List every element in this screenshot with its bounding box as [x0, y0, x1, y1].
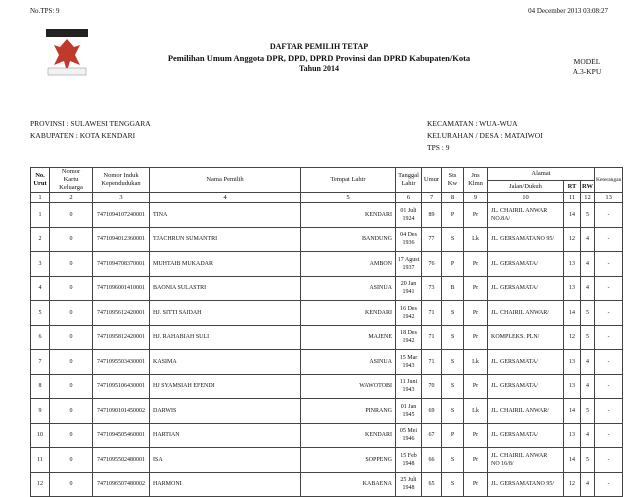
street-cell: JL. GERSAMATA/ [488, 350, 564, 375]
remarks-cell: - [595, 472, 623, 497]
column-number: 2 [50, 193, 93, 203]
remarks-cell: - [595, 325, 623, 350]
table-row [31, 276, 623, 301]
gender-cell: Pr [464, 423, 488, 448]
gender-cell: Pr [464, 325, 488, 350]
birthdate-cell: 25 Juli 1948 [396, 472, 422, 497]
birthplace-cell: ASINUA [301, 276, 396, 301]
voter-name-cell: DARWIS [150, 399, 301, 424]
birthplace-cell: BANDUNG [301, 227, 396, 252]
age-cell: 76 [422, 252, 442, 277]
marital-status-cell: S [442, 472, 464, 497]
document-year: Tahun 2014 [299, 64, 339, 73]
table-row [31, 374, 623, 399]
header-remarks: Keterangan [595, 168, 623, 193]
rt-cell: 12 [564, 227, 581, 252]
page-label: No.TPS: 9 [30, 7, 60, 15]
birthdate-cell: 15 Feb 1948 [396, 448, 422, 473]
column-number: 5 [301, 193, 396, 203]
header-gender: Jns Klmn [464, 168, 488, 193]
gender-cell: Pr [464, 448, 488, 473]
header-nik: Nomor Induk Kependudukan [93, 168, 150, 193]
regency-label: KABUPATEN : KOTA KENDARI [30, 131, 136, 140]
family-card-cell: 0 [50, 325, 93, 350]
voter-name-cell: BAONIA SULASTRI [150, 276, 301, 301]
voter-name-cell: KASIMA [150, 350, 301, 375]
birthplace-cell: AMBON [301, 252, 396, 277]
gender-cell: Pr [464, 374, 488, 399]
gender-cell: Pr [464, 276, 488, 301]
rt-cell: 13 [564, 423, 581, 448]
rw-cell: 5 [581, 325, 595, 350]
row-number: 3 [31, 252, 50, 277]
row-number: 1 [31, 203, 50, 228]
birthdate-cell: 16 Des 1942 [396, 301, 422, 326]
voter-name-cell: HARTIAN [150, 423, 301, 448]
birthdate-cell: 04 Des 1936 [396, 227, 422, 252]
remarks-cell: - [595, 227, 623, 252]
family-card-cell: 0 [50, 252, 93, 277]
header-address: Alamat [488, 168, 595, 181]
row-number: 9 [31, 399, 50, 424]
table-row [31, 203, 623, 228]
remarks-cell: - [595, 423, 623, 448]
row-number: 5 [31, 301, 50, 326]
street-cell: KOMPLEKS. PLN/ [488, 325, 564, 350]
street-cell: JL. GERSAMATA/ [488, 276, 564, 301]
marital-status-cell: B [442, 276, 464, 301]
marital-status-cell: P [442, 252, 464, 277]
column-number-row [31, 193, 623, 203]
rt-cell: 13 [564, 276, 581, 301]
marital-status-cell: P [442, 423, 464, 448]
birthplace-cell: KENDARI [301, 301, 396, 326]
family-card-cell: 0 [50, 472, 93, 497]
row-number: 7 [31, 350, 50, 375]
rw-cell: 5 [581, 203, 595, 228]
header-no: No. Urut [31, 168, 50, 193]
marital-status-cell: S [442, 374, 464, 399]
marital-status-cell: S [442, 301, 464, 326]
rt-cell: 13 [564, 350, 581, 375]
age-cell: 67 [422, 423, 442, 448]
column-number: 11 [564, 193, 581, 203]
age-cell: 71 [422, 301, 442, 326]
nik-cell: 7471094708370001 [93, 252, 150, 277]
table-row [31, 399, 623, 424]
birthdate-cell: 01 Jan 1945 [396, 399, 422, 424]
age-cell: 65 [422, 472, 442, 497]
birthplace-cell: KENDARI [301, 203, 396, 228]
print-timestamp: 04 December 2013 03:08:27 [528, 7, 608, 15]
age-cell: 71 [422, 325, 442, 350]
marital-status-cell: P [442, 203, 464, 228]
street-cell: JL. CHAIRIL ANWAR NO.8A/ [488, 203, 564, 228]
voter-table [30, 167, 623, 497]
birthplace-cell: SOPPENG [301, 448, 396, 473]
marital-status-cell: S [442, 325, 464, 350]
street-cell: JL. GERSAMATA/ [488, 252, 564, 277]
birthplace-cell: MAJENE [301, 325, 396, 350]
table-row [31, 350, 623, 375]
row-number: 11 [31, 448, 50, 473]
gender-cell: Pr [464, 301, 488, 326]
header-marital-status: Sts Kw [442, 168, 464, 193]
gender-cell: Pr [464, 203, 488, 228]
gender-cell: Lk [464, 227, 488, 252]
rt-cell: 14 [564, 203, 581, 228]
nik-cell: 7471095503430001 [93, 350, 150, 375]
table-row [31, 227, 623, 252]
birthplace-cell: PINRANG [301, 399, 396, 424]
rw-cell: 5 [581, 448, 595, 473]
rt-cell: 13 [564, 374, 581, 399]
column-number: 12 [581, 193, 595, 203]
family-card-cell: 0 [50, 203, 93, 228]
table-row [31, 423, 623, 448]
document-subtitle: Pemilihan Umum Anggota DPR, DPD, DPRD Provinsi dan DPRD Kabupaten/Kota [167, 53, 471, 63]
age-cell: 69 [422, 399, 442, 424]
document-title: DAFTAR PEMILIH TETAP [269, 42, 369, 51]
voter-name-cell: MUHTAIB MUKADAR [150, 252, 301, 277]
voter-name-cell: HJ SYAMSIAH EFENDI [150, 374, 301, 399]
marital-status-cell: S [442, 399, 464, 424]
province-label: PROVINSI : SULAWESI TENGGARA [30, 119, 151, 128]
family-card-cell: 0 [50, 423, 93, 448]
remarks-cell: - [595, 374, 623, 399]
street-cell: JL. CHAIRIL ANWAR/ [488, 399, 564, 424]
voter-name-cell: ISA [150, 448, 301, 473]
row-number: 2 [31, 227, 50, 252]
birthdate-cell: 18 Des 1942 [396, 325, 422, 350]
table-row [31, 301, 623, 326]
marital-status-cell: S [442, 448, 464, 473]
birthdate-cell: 11 Juni 1943 [396, 374, 422, 399]
column-number: 10 [488, 193, 564, 203]
nik-cell: 7471094505460001 [93, 423, 150, 448]
birthplace-cell: ASINUA [301, 350, 396, 375]
street-cell: JL. CHAIRIL ANWAR/ [488, 301, 564, 326]
header-rt: RT [564, 181, 581, 193]
family-card-cell: 0 [50, 399, 93, 424]
rt-cell: 13 [564, 252, 581, 277]
row-number: 10 [31, 423, 50, 448]
table-row [31, 252, 623, 277]
nik-cell: 7471095812420001 [93, 325, 150, 350]
birthplace-cell: KENDARI [301, 423, 396, 448]
birthplace-cell: KABAENA [301, 472, 396, 497]
row-number: 4 [31, 276, 50, 301]
rw-cell: 4 [581, 423, 595, 448]
rw-cell: 4 [581, 472, 595, 497]
nik-cell: 7471090101450002 [93, 399, 150, 424]
nik-cell: 7471096001410001 [93, 276, 150, 301]
rw-cell: 4 [581, 374, 595, 399]
rt-cell: 12 [564, 472, 581, 497]
street-cell: JL. GERSAMATA/ [488, 374, 564, 399]
nik-cell: 7471095612420001 [93, 301, 150, 326]
model-code-1: MODEL [573, 57, 601, 66]
family-card-cell: 0 [50, 276, 93, 301]
rw-cell: 5 [581, 301, 595, 326]
remarks-cell: - [595, 276, 623, 301]
remarks-cell: - [595, 448, 623, 473]
column-number: 4 [150, 193, 301, 203]
column-number: 13 [595, 193, 623, 203]
age-cell: 73 [422, 276, 442, 301]
rw-cell: 4 [581, 227, 595, 252]
age-cell: 66 [422, 448, 442, 473]
table-row [31, 325, 623, 350]
age-cell: 77 [422, 227, 442, 252]
nik-cell: 7471094012360001 [93, 227, 150, 252]
street-cell: JL. CHAIRIL ANWAR NO 16/8/ [488, 448, 564, 473]
header-name: Nama Pemilih [150, 168, 301, 193]
header-street: Jalan/Dukuh [488, 181, 564, 193]
tps-label: TPS : 9 [427, 143, 450, 152]
family-card-cell: 0 [50, 301, 93, 326]
marital-status-cell: S [442, 350, 464, 375]
age-cell: 89 [422, 203, 442, 228]
rt-cell: 14 [564, 301, 581, 326]
birthdate-cell: 15 Mar 1943 [396, 350, 422, 375]
birthdate-cell: 17 Agust 1937 [396, 252, 422, 277]
table-row [31, 448, 623, 473]
gender-cell: Lk [464, 350, 488, 375]
rw-cell: 5 [581, 399, 595, 424]
rt-cell: 14 [564, 399, 581, 424]
row-number: 12 [31, 472, 50, 497]
nik-cell: 7471094107240001 [93, 203, 150, 228]
header-birthplace: Tempat Lahir [301, 168, 396, 193]
birthdate-cell: 20 Jan 1941 [396, 276, 422, 301]
remarks-cell: - [595, 399, 623, 424]
street-cell: JL. GERSAMATANO 95/ [488, 227, 564, 252]
age-cell: 71 [422, 350, 442, 375]
street-cell: JL. GERSAMATANO 95/ [488, 472, 564, 497]
remarks-cell: - [595, 350, 623, 375]
row-number: 8 [31, 374, 50, 399]
district-label: KECAMATAN : WUA-WUA [427, 119, 518, 128]
family-card-cell: 0 [50, 227, 93, 252]
gender-cell: Lk [464, 399, 488, 424]
column-number: 8 [442, 193, 464, 203]
family-card-cell: 0 [50, 374, 93, 399]
header-family-card: Nomor Kartu Keluarga [50, 168, 93, 193]
header-age: Umur [422, 168, 442, 193]
village-label: KELURAHAN / DESA : MATAIWOI [427, 131, 543, 140]
nik-cell: 7471095106430001 [93, 374, 150, 399]
family-card-cell: 0 [50, 448, 93, 473]
nik-cell: 7471095502480001 [93, 448, 150, 473]
header-rw: RW [581, 181, 595, 193]
voter-name-cell: TJACHRUN SUMANTRI [150, 227, 301, 252]
rw-cell: 4 [581, 350, 595, 375]
age-cell: 70 [422, 374, 442, 399]
marital-status-cell: S [442, 227, 464, 252]
nik-cell: 7471096507480002 [93, 472, 150, 497]
voter-name-cell: HJ. SITTI SAIDAH [150, 301, 301, 326]
rw-cell: 4 [581, 252, 595, 277]
family-card-cell: 0 [50, 350, 93, 375]
rw-cell: 4 [581, 276, 595, 301]
model-code-2: A.3-KPU [572, 67, 602, 76]
header-birthdate: Tanggal Lahir [396, 168, 422, 193]
column-number: 3 [93, 193, 150, 203]
birthplace-cell: WAWOTOBI [301, 374, 396, 399]
row-number: 6 [31, 325, 50, 350]
rt-cell: 12 [564, 325, 581, 350]
column-number: 6 [396, 193, 422, 203]
gender-cell: Pr [464, 252, 488, 277]
street-cell: JL. GERSAMATA/ [488, 423, 564, 448]
remarks-cell: - [595, 301, 623, 326]
column-number: 9 [464, 193, 488, 203]
remarks-cell: - [595, 252, 623, 277]
column-number: 1 [31, 193, 50, 203]
rt-cell: 14 [564, 448, 581, 473]
remarks-cell: - [595, 203, 623, 228]
voter-name-cell: HJ. RAHABIAH SULI [150, 325, 301, 350]
birthdate-cell: 01 Juli 1924 [396, 203, 422, 228]
voter-name-cell: TINA [150, 203, 301, 228]
gender-cell: Pr [464, 472, 488, 497]
column-number: 7 [422, 193, 442, 203]
voter-name-cell: HARMONI [150, 472, 301, 497]
birthdate-cell: 05 Mei 1946 [396, 423, 422, 448]
